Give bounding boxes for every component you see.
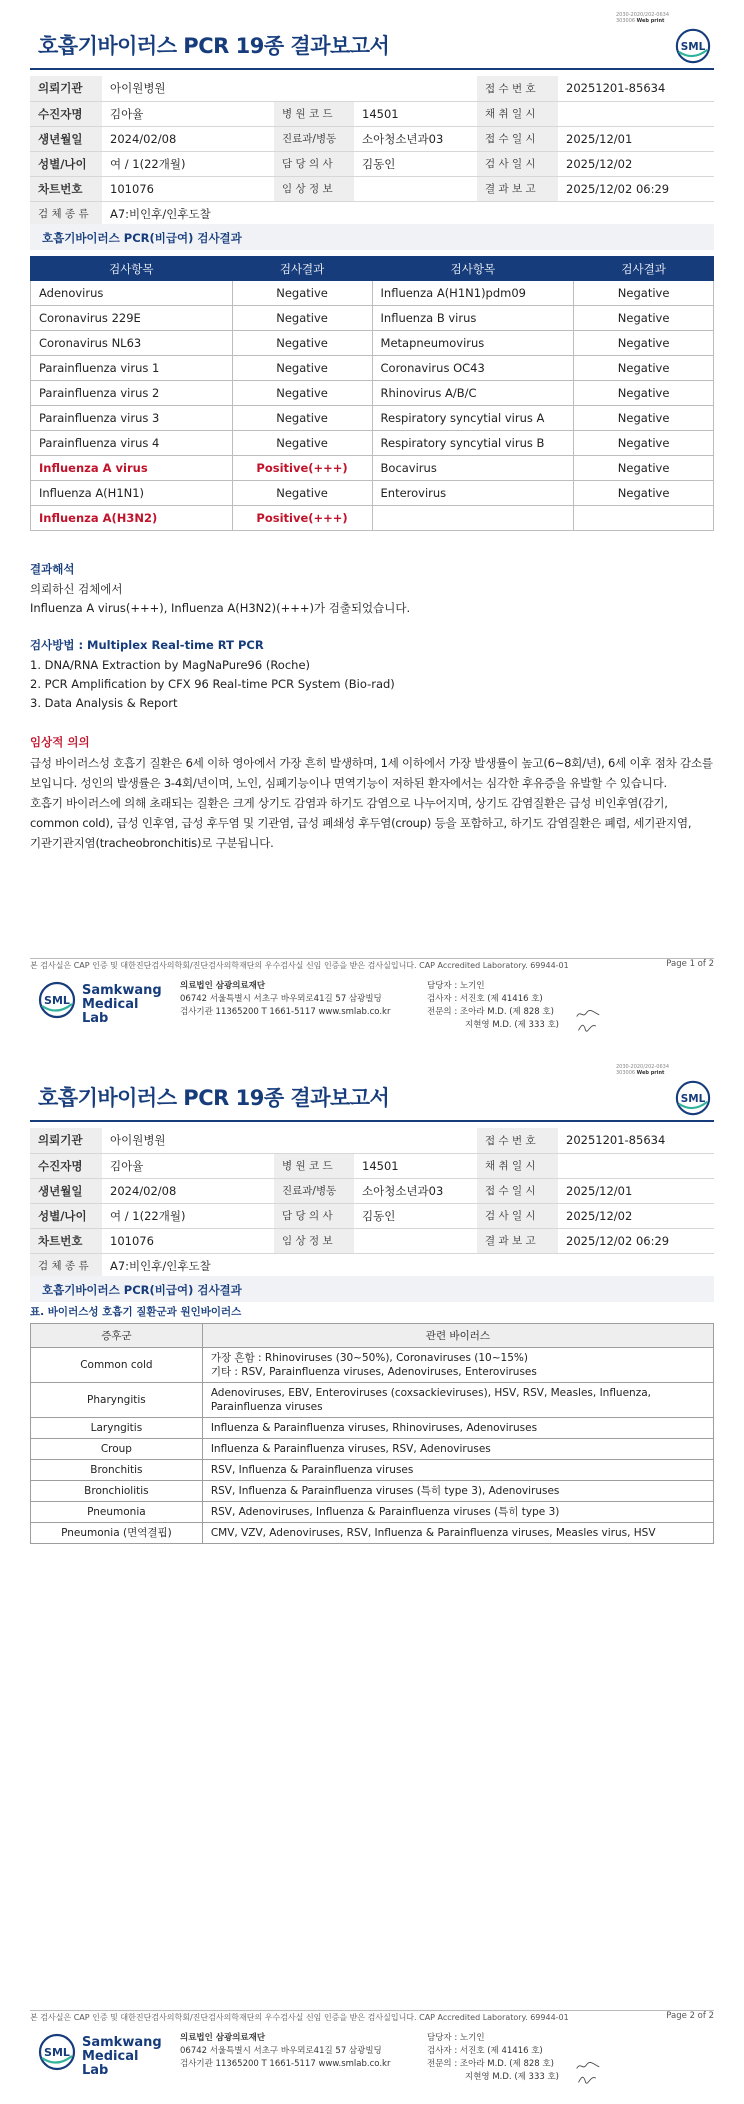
test-item-cell: Influenza B virus [372, 306, 574, 331]
title-rule [30, 68, 714, 70]
method-step: 1. DNA/RNA Extraction by MagNaPure96 (Roche) [30, 658, 311, 672]
test-item-cell: Adenovirus [31, 281, 233, 306]
svg-text:SML: SML [680, 1092, 706, 1105]
syndrome-cell: Pharyngitis [31, 1383, 203, 1418]
stamp-code-2: 303006 [615, 1070, 636, 1076]
value-collect-date [558, 1153, 714, 1178]
test-result-cell: Negative [574, 331, 714, 356]
signature-icon [575, 2072, 601, 2086]
label-hosp-code: 병 원 코 드 [274, 1153, 354, 1178]
logo-word: Medical Lab [82, 997, 139, 1026]
label-report: 결 과 보 고 [477, 176, 558, 201]
label-sex-age: 성별/나이 [30, 151, 102, 176]
virus-line: Influenza & Parainfluenza viruses, Rhinoviruses, Adenoviruses [210, 1422, 538, 1434]
related-virus-cell [202, 1523, 713, 1544]
info-row [30, 1153, 714, 1178]
value-report: 2025/12/02 06:29 [558, 1228, 714, 1253]
label-chart: 차트번호 [30, 176, 102, 201]
interpretation-result: Influenza A virus(+++), Influenza A(H3N2)(+++)가 검출되었습니다. [30, 601, 411, 615]
label-receipt-no: 접 수 번 호 [477, 76, 558, 101]
staff-name: 조아라 M.D. (제 828 호) [459, 2059, 554, 2069]
virus-line: Influenza & Parainfluenza viruses, RSV, Adenoviruses [210, 1443, 491, 1455]
table-row [31, 506, 714, 531]
org-address: 06742 서울특별시 서초구 바우뫼로41길 57 삼광빌딩 [180, 2046, 382, 2056]
logo-word: Medical Lab [82, 2049, 139, 2078]
value-dob: 2024/02/08 [102, 1178, 274, 1203]
test-item-cell: Coronavirus OC43 [372, 356, 574, 381]
info-row [30, 1128, 714, 1153]
table-row [31, 1523, 714, 1544]
label-receipt-no: 접 수 번 호 [477, 1128, 558, 1153]
test-result-cell: Negative [232, 381, 372, 406]
col-syndrome: 증후군 [31, 1324, 203, 1348]
value-name: 김아율 [102, 101, 274, 126]
label-dob: 생년월일 [30, 1178, 102, 1203]
value-clinical [354, 176, 477, 201]
svg-text:SML: SML [44, 994, 70, 1007]
print-stamp [616, 1064, 669, 1076]
syndrome-cell: Bronchiolitis [31, 1481, 203, 1502]
syndrome-cell: Pneumonia [31, 1502, 203, 1523]
test-result-cell: Negative [574, 431, 714, 456]
test-result-cell: Negative [232, 331, 372, 356]
info-row [30, 176, 714, 201]
test-item-cell: Rhinovirus A/B/C [372, 381, 574, 406]
test-result-cell: Negative [574, 381, 714, 406]
label-requester: 의뢰기관 [30, 76, 102, 101]
info-row [30, 1178, 714, 1203]
stamp-code: 2030-2020/202-0634 [615, 1064, 669, 1070]
info-row [30, 1228, 714, 1253]
method-heading: 검사방법 : Multiplex Real-time RT PCR [30, 638, 264, 652]
table-row [31, 1481, 714, 1502]
label-doctor: 담 당 의 사 [274, 151, 354, 176]
label-clinical: 임 상 정 보 [274, 1228, 354, 1253]
method-step: 2. PCR Amplification by CFX 96 Real-time PCR System (Bio-rad) [30, 677, 395, 691]
value-requester: 아이원병원 [102, 1128, 477, 1153]
virus-line: CMV, VZV, Adenoviruses, RSV, Influenza & Parainfluenza viruses, Measles virus, HSV [210, 1527, 656, 1539]
related-virus-cell [202, 1481, 713, 1502]
test-result-cell: Negative [574, 281, 714, 306]
page-number: Page 2 of 2 [666, 2011, 714, 2021]
virus-line: 가장 흔함 : Rhinoviruses (30~50%), Coronaviruses (10~15%) [210, 1352, 528, 1364]
stamp-code: 2030-2020/202-0634 [615, 12, 669, 18]
related-virus-cell [202, 1383, 713, 1418]
info-row [30, 1203, 714, 1228]
value-chart: 101076 [102, 1228, 274, 1253]
label-dept: 진료과/병동 [274, 1178, 354, 1203]
organization-info [180, 980, 390, 1019]
related-virus-cell [202, 1439, 713, 1460]
table-caption: 표. 바이러스성 호흡기 질환군과 원인바이러스 [30, 1306, 242, 1318]
table-row [31, 381, 714, 406]
report-page-2 [0, 1052, 744, 2104]
signature-icon [575, 1007, 601, 1021]
footer-rule [30, 958, 714, 959]
table-row [31, 281, 714, 306]
organization-info [180, 2032, 390, 2071]
sml-logo-icon [674, 27, 712, 65]
staff-role: 검사자 : [427, 994, 458, 1004]
col-test-result: 검사결과 [574, 257, 714, 281]
table-row [31, 1383, 714, 1418]
info-row [30, 1253, 714, 1278]
test-item-cell: Influenza A(H1N1)pdm09 [372, 281, 574, 306]
label-clinical: 임 상 정 보 [274, 176, 354, 201]
accreditation-note: 본 검사실은 CAP 인증 및 대한진단검사의학회/진단검사의학재단의 우수검사실 신임 인증을 받은 검사실입니다. CAP Accredited Laboratory. 69944-01 [30, 961, 569, 970]
label-requester: 의뢰기관 [30, 1128, 102, 1153]
value-clinical [354, 1228, 477, 1253]
table-row [31, 481, 714, 506]
staff-role: 전문의 : [427, 1007, 458, 1017]
table-row [31, 331, 714, 356]
staff-list [427, 980, 559, 1032]
test-item-cell: Bocavirus [372, 456, 574, 481]
signature-icon [575, 1020, 601, 1034]
table-row [31, 356, 714, 381]
section-title: 호흡기바이러스 PCR(비급여) 검사결과 [30, 224, 714, 250]
org-name: 의료법인 삼광의료재단 [180, 2033, 266, 2043]
info-row [30, 101, 714, 126]
label-name: 수진자명 [30, 101, 102, 126]
label-receipt-date: 접 수 일 시 [477, 1178, 558, 1203]
staff-name: 지현영 M.D. (제 333 호) [465, 1020, 560, 1030]
test-item-cell: Respiratory syncytial virus A [372, 406, 574, 431]
test-result-cell: Negative [232, 481, 372, 506]
report-title: 호흡기바이러스 PCR 19종 결과보고서 [38, 34, 390, 58]
test-item-cell: Parainfluenza virus 2 [31, 381, 233, 406]
table-row [31, 431, 714, 456]
label-specimen: 검 체 종 류 [30, 201, 102, 226]
stamp-code-2: 303006 [615, 18, 636, 24]
syndrome-cell: Pneumonia (면역결핍) [31, 1523, 203, 1544]
staff-role: 담당자 : [427, 2033, 458, 2043]
staff-name: 지현영 M.D. (제 333 호) [465, 2072, 560, 2082]
related-virus-cell [202, 1418, 713, 1439]
table-row [31, 1418, 714, 1439]
label-test-date: 검 사 일 시 [477, 1203, 558, 1228]
sml-logo-icon [674, 1079, 712, 1117]
table-row [31, 406, 714, 431]
value-hosp-code: 14501 [354, 1153, 477, 1178]
test-result-cell: Negative [232, 431, 372, 456]
col-test-item: 검사항목 [31, 257, 233, 281]
table-row [31, 1439, 714, 1460]
results-header-row [31, 257, 714, 281]
staff-name: 서진호 (제 41416 호) [459, 2046, 543, 2056]
clinical-heading: 임상적 의의 [30, 735, 90, 749]
test-item-cell: Parainfluenza virus 4 [31, 431, 233, 456]
disease-header-row [31, 1324, 714, 1348]
test-result-cell: Negative [574, 406, 714, 431]
related-virus-cell [202, 1348, 713, 1383]
clinical-line: 호흡기 바이러스에 의해 초래되는 질환은 크게 상기도 감염과 하기도 감염으로 나누어지며, 상기도 감염질환은 급성 비인후염(감기, [30, 796, 668, 810]
value-report: 2025/12/02 06:29 [558, 176, 714, 201]
virus-line: RSV, Adenoviruses, Influenza & Parainfluenza viruses (특히 type 3) [210, 1506, 560, 1518]
value-sex-age: 여 / 1(22개월) [102, 151, 274, 176]
table-row [31, 1348, 714, 1383]
value-doctor: 김동인 [354, 1203, 477, 1228]
staff-name: 노기인 [459, 981, 485, 991]
col-related-virus: 관련 바이러스 [202, 1324, 713, 1348]
svg-text:SML: SML [680, 40, 706, 53]
staff-role: 검사자 : [427, 2046, 458, 2056]
clinical-significance-block [30, 733, 714, 853]
test-item-cell: Parainfluenza virus 1 [31, 356, 233, 381]
value-sex-age: 여 / 1(22개월) [102, 1203, 274, 1228]
table-row [31, 456, 714, 481]
info-row [30, 201, 714, 226]
col-test-result: 검사결과 [232, 257, 372, 281]
table-row [31, 1502, 714, 1523]
method-step: 3. Data Analysis & Report [30, 696, 178, 710]
virus-line: RSV, Influenza & Parainfluenza viruses [210, 1464, 414, 1476]
org-contact: 검사기관 11365200 T 1661-5117 www.smlab.co.kr [180, 2059, 391, 2069]
virus-line: 기타 : RSV, Parainfluenza viruses, Adenoviruses, Enteroviruses [210, 1366, 537, 1378]
info-row [30, 151, 714, 176]
print-stamp [616, 12, 669, 24]
value-dept: 소아청소년과03 [354, 1178, 477, 1203]
syndrome-cell: Croup [31, 1439, 203, 1460]
syndrome-cell: Bronchitis [31, 1460, 203, 1481]
test-result-cell: Negative [574, 456, 714, 481]
test-item-cell: Enterovirus [372, 481, 574, 506]
virus-line: Parainfluenza viruses [210, 1401, 323, 1413]
test-result-cell: Negative [232, 406, 372, 431]
svg-text:SML: SML [44, 2046, 70, 2059]
disease-virus-table [30, 1323, 714, 1544]
virus-line: Adenoviruses, EBV, Enteroviruses (coxsackieviruses), HSV, RSV, Measles, Influenza, [210, 1387, 651, 1399]
patient-info-table [30, 76, 714, 227]
clinical-line: 기관기관지염(tracheobronchitis)로 구분됩니다. [30, 836, 274, 850]
staff-role: 전문의 : [427, 2059, 458, 2069]
label-chart: 차트번호 [30, 1228, 102, 1253]
value-collect-date [558, 101, 714, 126]
value-receipt-date: 2025/12/01 [558, 1178, 714, 1203]
label-dept: 진료과/병동 [274, 126, 354, 151]
accreditation-note: 본 검사실은 CAP 인증 및 대한진단검사의학회/진단검사의학재단의 우수검사실 신임 인증을 받은 검사실입니다. CAP Accredited Laboratory. 69944-01 [30, 2013, 569, 2022]
label-collect-date: 채 취 일 시 [477, 101, 558, 126]
section-title: 호흡기바이러스 PCR(비급여) 검사결과 [30, 1276, 714, 1302]
staff-name: 서진호 (제 41416 호) [459, 994, 543, 1004]
value-receipt-no: 20251201-85634 [558, 76, 714, 101]
value-requester: 아이원병원 [102, 76, 477, 101]
value-doctor: 김동인 [354, 151, 477, 176]
label-specimen: 검 체 종 류 [30, 1253, 102, 1278]
label-hosp-code: 병 원 코 드 [274, 101, 354, 126]
test-item-cell: Respiratory syncytial virus B [372, 431, 574, 456]
table-row [31, 306, 714, 331]
staff-name: 조아라 M.D. (제 828 호) [459, 1007, 554, 1017]
value-receipt-date: 2025/12/01 [558, 126, 714, 151]
value-dob: 2024/02/08 [102, 126, 274, 151]
stamp-web: Web print [636, 18, 665, 24]
clinical-line: 급성 바이러스성 호흡기 질환은 6세 이하 영아에서 가장 흔히 발생하며, 1세 이하에서 가장 발생률이 높고(6~8회/년), 6세 이후 점차 감소를 [30, 756, 713, 770]
sml-logo-icon [36, 2032, 78, 2072]
virus-line: RSV, Influenza & Parainfluenza viruses (특히 type 3), Adenoviruses [210, 1485, 560, 1497]
test-result-cell: Negative [232, 306, 372, 331]
logo-word: Samkwang [82, 2035, 162, 2050]
label-test-date: 검 사 일 시 [477, 151, 558, 176]
value-test-date: 2025/12/02 [558, 1203, 714, 1228]
test-result-cell: Negative [574, 306, 714, 331]
test-result-cell [574, 506, 714, 531]
label-report: 결 과 보 고 [477, 1228, 558, 1253]
test-result-cell: Negative [232, 281, 372, 306]
label-doctor: 담 당 의 사 [274, 1203, 354, 1228]
related-virus-cell [202, 1502, 713, 1523]
stamp-web: Web print [636, 1070, 665, 1076]
samkwang-logo [36, 980, 162, 1026]
test-item-cell: Coronavirus 229E [31, 306, 233, 331]
test-item-cell: Metapneumovirus [372, 331, 574, 356]
value-test-date: 2025/12/02 [558, 151, 714, 176]
org-name: 의료법인 삼광의료재단 [180, 981, 266, 991]
value-chart: 101076 [102, 176, 274, 201]
syndrome-cell: Laryngitis [31, 1418, 203, 1439]
value-name: 김아율 [102, 1153, 274, 1178]
test-result-cell: Negative [574, 356, 714, 381]
test-item-cell: Influenza A(H1N1) [31, 481, 233, 506]
clinical-line: 보입니다. 성인의 발생률은 3-4회/년이며, 노인, 심폐기능이나 면역기능이 저하된 환자에서는 심각한 후유증을 유발할 수 있습니다. [30, 776, 667, 790]
label-receipt-date: 접 수 일 시 [477, 126, 558, 151]
interpretation-line: 의뢰하신 검체에서 [30, 582, 123, 596]
signature-icon [575, 2059, 601, 2073]
test-item-cell: Influenza A virus [31, 456, 233, 481]
title-rule [30, 1120, 714, 1122]
col-test-item: 검사항목 [372, 257, 574, 281]
clinical-line: common cold), 급성 인후염, 급성 후두염 및 기관염, 급성 폐쇄성 후두염(croup) 등을 포함하고, 하기도 감염질환은 폐렴, 세기관지염, [30, 816, 692, 830]
results-table [30, 256, 714, 531]
info-row [30, 126, 714, 151]
staff-list [427, 2032, 559, 2084]
related-virus-cell [202, 1460, 713, 1481]
test-result-cell: Negative [574, 481, 714, 506]
syndrome-cell: Common cold [31, 1348, 203, 1383]
footer-rule [30, 2010, 714, 2011]
staff-role: 담당자 : [427, 981, 458, 991]
value-receipt-no: 20251201-85634 [558, 1128, 714, 1153]
report-title: 호흡기바이러스 PCR 19종 결과보고서 [38, 1086, 390, 1110]
interpretation-heading: 결과해석 [30, 562, 75, 576]
value-specimen: A7:비인후/인후도찰 [102, 1253, 714, 1278]
info-row [30, 76, 714, 101]
test-item-cell: Parainfluenza virus 3 [31, 406, 233, 431]
test-result-cell: Negative [232, 356, 372, 381]
label-name: 수진자명 [30, 1153, 102, 1178]
label-collect-date: 채 취 일 시 [477, 1153, 558, 1178]
method-block [30, 636, 714, 713]
test-item-cell [372, 506, 574, 531]
table-row [31, 1460, 714, 1481]
logo-word: Samkwang [82, 983, 162, 998]
patient-info-table [30, 1128, 714, 1279]
test-result-cell: Positive(+++) [232, 456, 372, 481]
org-contact: 검사기관 11365200 T 1661-5117 www.smlab.co.kr [180, 1007, 391, 1017]
value-specimen: A7:비인후/인후도찰 [102, 201, 714, 226]
samkwang-logo [36, 2032, 162, 2078]
sml-logo-icon [36, 980, 78, 1020]
org-address: 06742 서울특별시 서초구 바우뫼로41길 57 삼광빌딩 [180, 994, 382, 1004]
staff-name: 노기인 [459, 2033, 485, 2043]
label-sex-age: 성별/나이 [30, 1203, 102, 1228]
value-dept: 소아청소년과03 [354, 126, 477, 151]
test-item-cell: Influenza A(H3N2) [31, 506, 233, 531]
page-number: Page 1 of 2 [666, 959, 714, 969]
value-hosp-code: 14501 [354, 101, 477, 126]
label-dob: 생년월일 [30, 126, 102, 151]
interpretation-block [30, 560, 714, 618]
test-item-cell: Coronavirus NL63 [31, 331, 233, 356]
test-result-cell: Positive(+++) [232, 506, 372, 531]
